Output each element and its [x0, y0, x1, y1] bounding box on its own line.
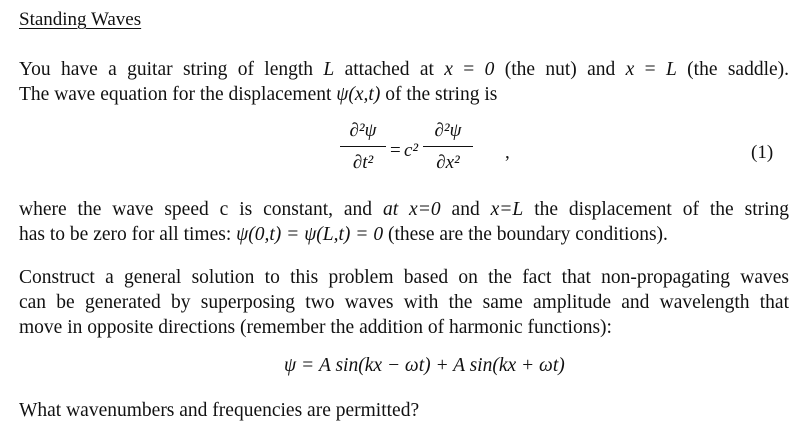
text-run: (the nut) and	[494, 59, 626, 80]
math-var-x: x	[444, 59, 453, 80]
math-x-eq-L: x=L	[490, 199, 524, 220]
text-run: =	[634, 59, 666, 80]
text-run: attached at	[334, 59, 445, 80]
boundary-line-2	[19, 222, 789, 247]
equals-sign: =	[390, 140, 401, 161]
rhs-fraction	[423, 120, 473, 174]
question-text: What wavenumbers and frequencies are permitted?	[19, 400, 420, 421]
rhs-numerator: ∂²ψ	[434, 120, 462, 141]
construct-line-1: Construct a general solution to this problem based on the fact that non-propagating waves	[19, 267, 789, 288]
text-run: has to be zero for all times:	[19, 224, 237, 245]
math-zero: 0	[484, 59, 495, 80]
wave-speed-squared: c²	[404, 140, 419, 161]
text-run: You have a guitar string of length	[19, 59, 324, 80]
math-psi-xt: ψ(x,t)	[336, 84, 381, 105]
math-var-L: L	[323, 59, 335, 80]
intro-paragraph	[19, 57, 789, 107]
boundary-line-1	[19, 197, 789, 222]
math-var-x: x	[625, 59, 635, 80]
text-run: =	[452, 59, 485, 80]
text-run: (the saddle).	[676, 59, 790, 80]
construct-line-2: can be generated by superposing two waves with the same amplitude and wavelength that	[19, 292, 789, 313]
text-run: of the string is	[380, 84, 498, 105]
intro-line-2	[19, 82, 789, 107]
boundary-paragraph	[19, 197, 789, 247]
equation-number: (1)	[751, 142, 774, 163]
math-at-x0: at x=0	[382, 199, 441, 220]
document-title: Standing Waves	[19, 9, 142, 30]
equation-comma: ,	[505, 142, 510, 163]
construct-line-3: move in opposite directions (remember the addition of harmonic functions):	[19, 317, 612, 338]
construct-paragraph	[19, 265, 789, 340]
fraction-bar	[423, 146, 473, 147]
text-run: and	[440, 199, 491, 220]
superposition-equation: ψ = A sin(kx − ωt) + A sin(kx + ωt)	[284, 355, 565, 376]
boundary-condition: ψ(0,t) = ψ(L,t) = 0	[236, 224, 384, 245]
rhs-denominator: ∂x²	[436, 152, 460, 173]
lhs-numerator: ∂²ψ	[349, 120, 377, 141]
fraction-bar	[340, 146, 386, 147]
text-run: The wave equation for the displacement	[19, 84, 337, 105]
text-run: the displacement of the string	[523, 199, 790, 220]
text-run: where the wave speed c is constant, and	[19, 199, 383, 220]
math-var-L: L	[665, 59, 677, 80]
intro-line-1	[19, 57, 789, 82]
lhs-denominator: ∂t²	[352, 152, 374, 173]
text-run: (these are the boundary conditions).	[383, 224, 668, 245]
lhs-fraction	[340, 120, 386, 174]
